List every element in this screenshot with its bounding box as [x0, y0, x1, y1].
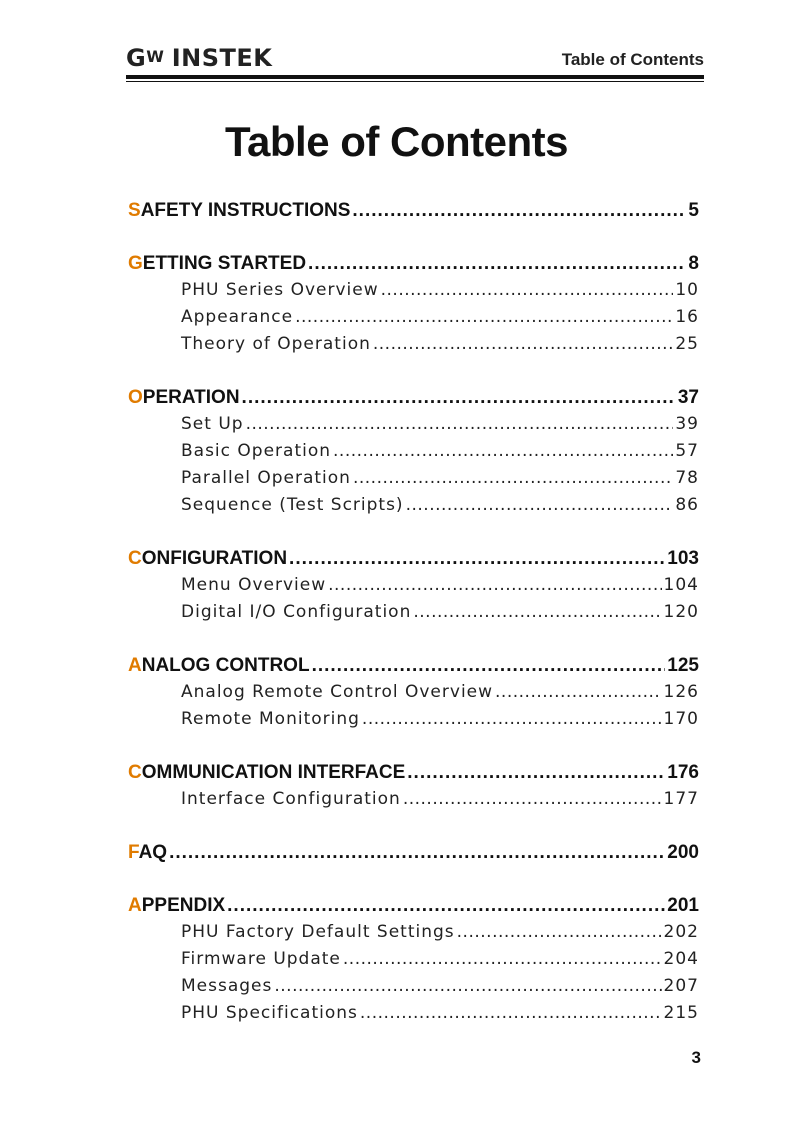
table-of-contents: [128, 200, 699, 1030]
chapter-page-number: 176: [667, 762, 699, 783]
leader-dots: [333, 441, 673, 461]
subsection-page-number: 86: [675, 495, 699, 515]
toc-section: [128, 387, 699, 522]
chapter-title-rest: OMMUNICATION INTERFACE: [141, 762, 406, 783]
leader-dots: [407, 762, 665, 784]
section-gap: [128, 361, 699, 387]
leader-dots: [295, 307, 673, 327]
toc-subsection-entry[interactable]: [128, 334, 699, 361]
toc-subsection-entry[interactable]: [128, 682, 699, 709]
leader-dots: [413, 602, 661, 622]
section-gap: [128, 522, 699, 548]
toc-section: [128, 842, 699, 869]
chapter-page-number: 8: [688, 253, 699, 274]
chapter-title-rest: AQ: [138, 842, 168, 863]
toc-chapter-entry[interactable]: [128, 762, 699, 789]
section-gap: [128, 629, 699, 655]
leader-dots: [403, 789, 662, 809]
toc-subsection-entry[interactable]: [128, 602, 699, 629]
chapter-initial: S: [128, 200, 141, 221]
leader-dots: [308, 253, 686, 275]
chapter-title: [128, 200, 350, 222]
chapter-initial: C: [128, 762, 142, 783]
toc-section: [128, 200, 699, 227]
leader-dots: [360, 1003, 662, 1023]
subsection-page-number: 207: [663, 976, 699, 996]
chapter-initial: A: [128, 895, 142, 916]
subsection-title: PHU Specifications: [181, 1003, 358, 1023]
subsection-title: Interface Configuration: [181, 789, 401, 809]
toc-subsection-entry[interactable]: [128, 922, 699, 949]
subsection-page-number: 120: [663, 602, 699, 622]
toc-section: [128, 548, 699, 629]
leader-dots: [227, 895, 665, 917]
section-gap: [128, 227, 699, 253]
leader-dots: [328, 575, 661, 595]
chapter-title: [128, 762, 405, 784]
leader-dots: [353, 468, 673, 488]
chapter-title-rest: ETTING STARTED: [142, 253, 307, 274]
chapter-title: [128, 387, 240, 409]
toc-subsection-entry[interactable]: [128, 414, 699, 441]
subsection-page-number: 204: [663, 949, 699, 969]
toc-subsection-entry[interactable]: [128, 1003, 699, 1030]
toc-section: [128, 895, 699, 1030]
subsection-page-number: 39: [675, 414, 699, 434]
subsection-title: Parallel Operation: [181, 468, 351, 488]
chapter-title: [128, 842, 167, 864]
toc-subsection-entry[interactable]: [128, 789, 699, 816]
toc-subsection-entry[interactable]: [128, 441, 699, 468]
leader-dots: [373, 334, 673, 354]
header-title: Table of Contents: [561, 50, 704, 69]
chapter-title-rest: PERATION: [142, 387, 240, 408]
chapter-title: [128, 548, 287, 570]
subsection-page-number: 25: [675, 334, 699, 354]
toc-subsection-entry[interactable]: [128, 949, 699, 976]
subsection-title: Basic Operation: [181, 441, 332, 461]
header-rule: [126, 75, 704, 79]
chapter-initial: C: [128, 548, 142, 569]
chapter-title-rest: ONFIGURATION: [141, 548, 288, 569]
subsection-title: Firmware Update: [181, 949, 341, 969]
subsection-page-number: 104: [663, 575, 699, 595]
subsection-title: Set Up: [181, 414, 244, 434]
toc-section: [128, 762, 699, 816]
subsection-title: Sequence (Test Scripts): [181, 495, 404, 515]
subsection-title: Messages: [181, 976, 273, 996]
leader-dots: [457, 922, 662, 942]
leader-dots: [242, 387, 676, 409]
chapter-title-rest: NALOG CONTROL: [141, 655, 310, 676]
chapter-title: [128, 655, 310, 677]
leader-dots: [169, 842, 665, 864]
chapter-page-number: 201: [667, 895, 699, 916]
chapter-page-number: 103: [667, 548, 699, 569]
leader-dots: [495, 682, 662, 702]
toc-chapter-entry[interactable]: [128, 387, 699, 414]
chapter-initial: F: [128, 842, 139, 863]
chapter-initial: A: [128, 655, 142, 676]
subsection-title: Appearance: [181, 307, 294, 327]
section-gap: [128, 869, 699, 895]
chapter-page-number: 200: [667, 842, 699, 863]
leader-dots: [381, 280, 674, 300]
toc-chapter-entry[interactable]: [128, 842, 699, 869]
toc-chapter-entry[interactable]: [128, 895, 699, 922]
chapter-page-number: 5: [688, 200, 699, 221]
subsection-title: Menu Overview: [181, 575, 327, 595]
toc-chapter-entry[interactable]: [128, 253, 699, 280]
subsection-title: Digital I/O Configuration: [181, 602, 412, 622]
page-title: Table of Contents: [224, 118, 569, 165]
page-number: 3: [691, 1048, 701, 1067]
toc-section: [128, 655, 699, 736]
toc-chapter-entry[interactable]: [128, 655, 699, 682]
leader-dots: [362, 709, 662, 729]
subsection-page-number: 78: [675, 468, 699, 488]
chapter-title-rest: AFETY INSTRUCTIONS: [140, 200, 351, 221]
subsection-title: PHU Factory Default Settings: [181, 922, 455, 942]
subsection-title: Remote Monitoring: [181, 709, 360, 729]
subsection-title: PHU Series Overview: [181, 280, 379, 300]
subsection-page-number: 57: [675, 441, 699, 461]
toc-chapter-entry[interactable]: [128, 548, 699, 575]
toc-subsection-entry[interactable]: [128, 709, 699, 736]
header-rule-thin: [126, 81, 704, 82]
toc-subsection-entry[interactable]: [128, 575, 699, 602]
subsection-page-number: 126: [663, 682, 699, 702]
leader-dots: [352, 200, 686, 222]
subsection-page-number: 215: [663, 1003, 699, 1023]
toc-subsection-entry[interactable]: [128, 468, 699, 495]
leader-dots: [274, 976, 661, 996]
chapter-title: [128, 253, 306, 275]
toc-chapter-entry[interactable]: [128, 200, 699, 227]
page-header: [126, 44, 704, 80]
leader-dots: [406, 495, 674, 515]
toc-subsection-entry[interactable]: [128, 307, 699, 334]
section-gap: [128, 736, 699, 762]
chapter-initial: G: [128, 253, 143, 274]
chapter-initial: O: [128, 387, 143, 408]
subsection-page-number: 16: [675, 307, 699, 327]
leader-dots: [312, 655, 666, 677]
leader-dots: [246, 414, 674, 434]
chapter-title-rest: PPENDIX: [141, 895, 226, 916]
toc-subsection-entry[interactable]: [128, 280, 699, 307]
chapter-page-number: 125: [667, 655, 699, 676]
subsection-page-number: 177: [663, 789, 699, 809]
chapter-title: [128, 895, 225, 917]
toc-section: [128, 253, 699, 361]
leader-dots: [343, 949, 662, 969]
subsection-page-number: 202: [663, 922, 699, 942]
subsection-page-number: 10: [675, 280, 699, 300]
chapter-page-number: 37: [677, 387, 699, 408]
brand-logo: GW INSTEK: [126, 44, 273, 72]
subsection-title: Analog Remote Control Overview: [181, 682, 494, 702]
subsection-page-number: 170: [663, 709, 699, 729]
section-gap: [128, 816, 699, 842]
subsection-title: Theory of Operation: [181, 334, 371, 354]
toc-subsection-entry[interactable]: [128, 495, 699, 522]
toc-subsection-entry[interactable]: [128, 976, 699, 1003]
leader-dots: [289, 548, 665, 570]
